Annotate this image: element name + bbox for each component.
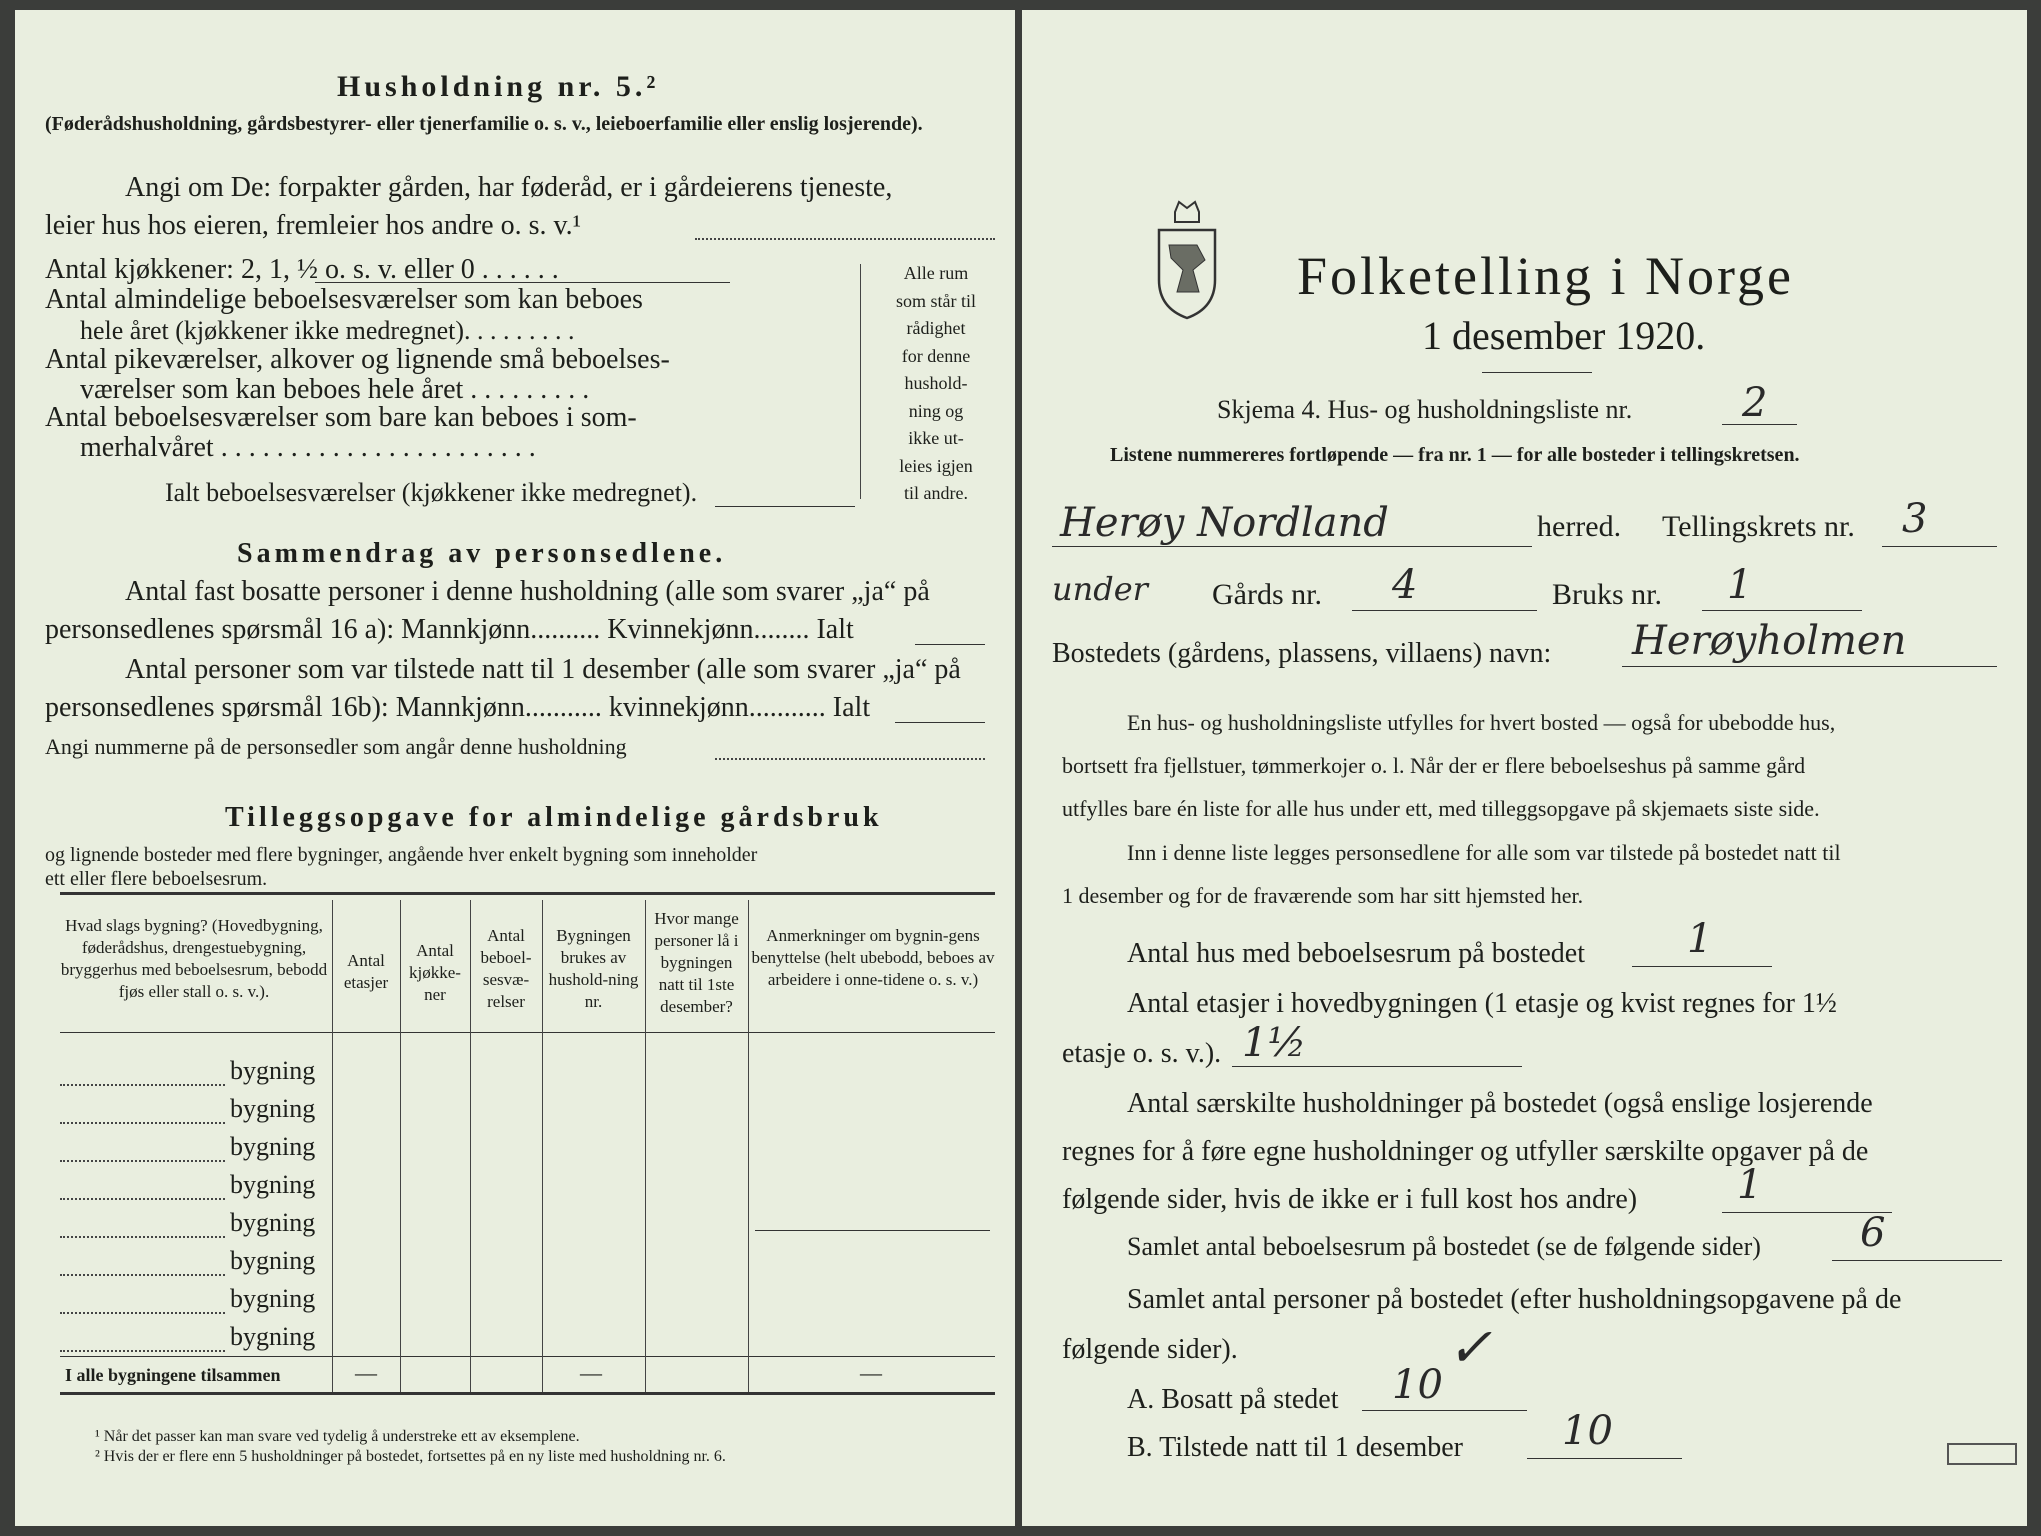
bosatt-label: A. Bosatt på stedet: [1127, 1384, 1339, 1415]
footnote-2: ² Hvis der er flere enn 5 husholdninger på bostedet, fortsettes på en ny liste med husholdning nr. 6.: [95, 1448, 726, 1465]
rule: [1882, 546, 1997, 547]
row-fill-line[interactable]: [60, 1350, 225, 1352]
row-label: bygning: [230, 1170, 316, 1199]
rooms-note: [871, 260, 1001, 508]
left-page: [15, 10, 1015, 1526]
note-line: rådighet: [906, 318, 966, 338]
rule: [315, 282, 730, 283]
summary-1-line-2: personsedlenes spørsmål 16 a): Mannkjønn.......... Kvinnekjønn........ Ialt: [45, 614, 854, 645]
rooms-ialt-line[interactable]: [715, 506, 855, 507]
summary-2-line-2: personsedlenes spørsmål 16b): Mannkjønn........... kvinnekjønn........... Ialt: [45, 692, 871, 723]
listene-note: Listene nummereres fortløpende — fra nr. 1 — for alle bosteder i tellingskretsen.: [1110, 444, 1800, 466]
row-fill-line[interactable]: [60, 1312, 225, 1314]
tilstede-label: B. Tilstede natt til 1 desember: [1127, 1432, 1463, 1463]
row-fill-line[interactable]: [60, 1236, 225, 1238]
footnote-1: ¹ Når det passer kan man svare ved tydelig å understreke ett av eksemplene.: [95, 1428, 580, 1445]
table-bottom-rule: [60, 1392, 995, 1395]
row-label: bygning: [230, 1208, 316, 1237]
supplement-line-1: og lignende bosteder med flere bygninger, angående hver enkelt bygning som inneholder: [45, 844, 758, 866]
saer-value[interactable]: 1: [1737, 1162, 1763, 1208]
rule: [1052, 546, 1532, 547]
samlet-pers-line-1: Samlet antal personer på bostedet (efter husholdningsopgavene på de: [1127, 1284, 1902, 1315]
under-value: under: [1052, 570, 1148, 608]
summary-1-line-1: Antal fast bosatte personer i denne husholdning (alle som svarer „ja“ på: [125, 576, 930, 607]
note-line: ning og: [908, 400, 964, 421]
th-beboelsesvaerelser: Antal beboel-sesvæ-relser: [480, 926, 532, 1011]
rooms-kjokkener: Antal kjøkkener: 2, 1, ½ o. s. v. eller 0 . . . . . .: [45, 254, 559, 285]
th-etasjer: Antal etasjer: [343, 951, 389, 992]
etasjer-line-1: Antal etasjer i hovedbygningen (1 etasje og kvist regnes for 1½: [1127, 988, 1837, 1019]
row-label: bygning: [230, 1094, 316, 1123]
intro-line-1: Angi om De: forpakter gården, har føderåd, er i gårdeierens tjeneste,: [125, 172, 893, 203]
rooms-sommer-2: merhalvåret . . . . . . . . . . . . . . . . . . . . . . .: [80, 432, 536, 463]
summary-3-fill-line[interactable]: [715, 758, 985, 760]
household-intro-note: (Føderådshusholdning, gårdsbestyrer- eller tjenerfamilie o. s. v., leieboerfamilie eller enslig losjerende).: [45, 113, 923, 135]
th-husholdning: Bygningen brukes av hushold-ning nr.: [548, 926, 639, 1011]
brace-line: [860, 264, 861, 499]
th-personer: Hvor mange personer lå i bygningen natt til 1ste desember?: [654, 909, 739, 1016]
printer-stamp-icon: [1947, 1443, 2017, 1465]
note-line: som står til: [896, 290, 976, 311]
gards-label: Gårds nr.: [1212, 578, 1322, 611]
row-fill-line[interactable]: [60, 1084, 225, 1086]
bosted-value[interactable]: Herøyholmen: [1632, 618, 1907, 664]
samlet-rum-label: Samlet antal beboelsesrum på bostedet (se de følgende sider): [1127, 1232, 1761, 1261]
th-anmerkninger: Anmerkninger om bygnin-gens benyttelse (helt ubebodd, beboes av arbeidere i onne-tidene o. s. v.): [751, 926, 995, 989]
total-row-label: I alle bygningene tilsammen: [65, 1365, 281, 1385]
rooms-alm-2: hele året (kjøkkener ikke medregnet). . . . . . . . .: [80, 316, 575, 345]
supplement-line-2: ett eller flere beboelsesrum.: [45, 868, 268, 890]
household-heading: Husholdning nr. 5.²: [337, 70, 660, 103]
th-building-type: Hvad slags bygning? (Hovedbygning, føderådshus, drengestuebygning, bryggerhus med beboelsesrum, bebodd fjøs eller stall o. s. v.).: [60, 916, 328, 1001]
rooms-pike-2: værelser som kan beboes hele året . . . . . . . . .: [80, 374, 590, 405]
summary-3: Angi nummerne på de personsedler som angår denne husholdning: [45, 734, 627, 759]
row-fill-line[interactable]: [60, 1160, 225, 1162]
saer-line-1: Antal særskilte husholdninger på bostedet (også enslige losjerende: [1127, 1088, 1873, 1119]
rule: [1832, 1260, 2002, 1261]
total-dash: —: [355, 1360, 377, 1385]
skjema-value[interactable]: 2: [1742, 380, 1768, 426]
rule: [1722, 424, 1797, 425]
summary-2-line-1: Antal personer som var tilstede natt til 1 desember (alle som svarer „ja“ på: [125, 654, 961, 685]
tellingskrets-label: Tellingskrets nr.: [1662, 510, 1855, 543]
summary-2-ialt-line[interactable]: [895, 722, 985, 723]
total-dash: —: [580, 1360, 602, 1385]
hus-value[interactable]: 1: [1687, 916, 1713, 962]
row-label: bygning: [230, 1056, 316, 1085]
intro-line-2: leier hus hos eieren, fremleier hos andre o. s. v.¹: [45, 210, 582, 241]
bruks-label: Bruks nr.: [1552, 578, 1663, 611]
rooms-alm-1: Antal almindelige beboelsesværelser som kan beboes: [45, 284, 643, 315]
etasjer-value[interactable]: 1½: [1242, 1020, 1307, 1066]
note-line: hushold-: [904, 373, 968, 393]
para-1-line-2: bortsett fra fjellstuer, tømmerkojer o. l. Når der er flere beboelseshus på samme gård: [1062, 753, 1806, 778]
row-fill-line[interactable]: [60, 1274, 225, 1276]
row-fill-line[interactable]: [60, 1198, 225, 1200]
table-header-rule: [60, 1032, 995, 1033]
bosted-label: Bostedets (gårdens, plassens, villaens) navn:: [1052, 638, 1552, 669]
rooms-pike-1: Antal pikeværelser, alkover og lignende små beboelses-: [45, 344, 670, 375]
row-label: bygning: [230, 1322, 316, 1351]
summary-1-ialt-line[interactable]: [915, 644, 985, 645]
note-line: for denne: [901, 345, 971, 366]
para-2-line-1: Inn i denne liste legges personsedlene for alle som var tilstede på bostedet natt til: [1127, 840, 1841, 865]
samlet-pers-line-2: følgende sider).: [1062, 1334, 1238, 1365]
rule: [1232, 1066, 1522, 1067]
samlet-rum-value[interactable]: 6: [1860, 1210, 1886, 1256]
tellingskrets-value[interactable]: 3: [1902, 496, 1928, 542]
right-page: [1022, 10, 2027, 1526]
total-dash: —: [860, 1360, 882, 1385]
skjema-label: Skjema 4. Hus- og husholdningsliste nr.: [1217, 395, 1633, 424]
para-2-line-2: 1 desember og for de fraværende som har sitt hjemsted her.: [1062, 883, 1584, 908]
rule: [1702, 610, 1862, 611]
para-1-line-3: utfylles bare én liste for alle hus under ett, med tilleggsopgave på skjemaets siste side.: [1062, 796, 1820, 821]
note-line: ikke ut-: [908, 428, 964, 448]
row-label: bygning: [230, 1132, 316, 1161]
supplement-heading: Tilleggsopgave for almindelige gårdsbruk: [225, 802, 883, 833]
bruks-value[interactable]: 1: [1727, 562, 1753, 608]
title-rule: [1482, 372, 1592, 373]
rooms-sommer-1: Antal beboelsesværelser som bare kan beboes i som-: [45, 402, 637, 433]
table-col-line: [748, 900, 749, 1392]
note-line: til andre.: [904, 483, 968, 503]
coat-of-arms-icon: [1147, 200, 1227, 320]
para-1-line-1: En hus- og husholdningsliste utfylles for hvert bosted — også for ubebodde hus,: [1127, 710, 1836, 735]
check-mark-icon: ✓: [1447, 1316, 1493, 1379]
row-label: bygning: [230, 1246, 316, 1275]
rule: [1362, 1410, 1527, 1411]
row-label: bygning: [230, 1284, 316, 1313]
form-date: 1 desember 1920.: [1422, 313, 1706, 358]
table-top-rule: [60, 892, 995, 895]
rooms-ialt: Ialt beboelsesværelser (kjøkkener ikke medregnet).: [165, 478, 698, 507]
herred-label: herred.: [1537, 510, 1622, 543]
intro-fill-line[interactable]: [695, 238, 995, 240]
saer-line-2: regnes for å føre egne husholdninger og utfyller særskilte opgaver på de: [1062, 1136, 1869, 1167]
form-title: Folketelling i Norge: [1297, 246, 1794, 306]
note-line: leies igjen: [899, 455, 973, 476]
rule: [1622, 666, 1997, 667]
rule: [1527, 1458, 1682, 1459]
herred-value[interactable]: Herøy Nordland: [1060, 500, 1389, 546]
th-kjokkener: Antal kjøkke-ner: [409, 941, 461, 1004]
note-line: Alle rum: [903, 263, 969, 283]
gards-value[interactable]: 4: [1392, 562, 1418, 608]
rule: [1352, 610, 1537, 611]
rule: [1632, 966, 1772, 967]
etasjer-line-2: etasje o. s. v.).: [1062, 1038, 1222, 1069]
row-fill-line[interactable]: [60, 1122, 225, 1124]
table-body-rule: [60, 1356, 995, 1357]
summary-heading: Sammendrag av personsedlene.: [237, 538, 727, 569]
bosatt-value[interactable]: 10: [1392, 1362, 1443, 1408]
tilstede-value[interactable]: 10: [1562, 1408, 1613, 1454]
hus-label: Antal hus med beboelsesrum på bostedet: [1127, 938, 1586, 969]
remark-underline: [755, 1230, 990, 1231]
saer-line-3: følgende sider, hvis de ikke er i full kost hos andre): [1062, 1184, 1638, 1215]
